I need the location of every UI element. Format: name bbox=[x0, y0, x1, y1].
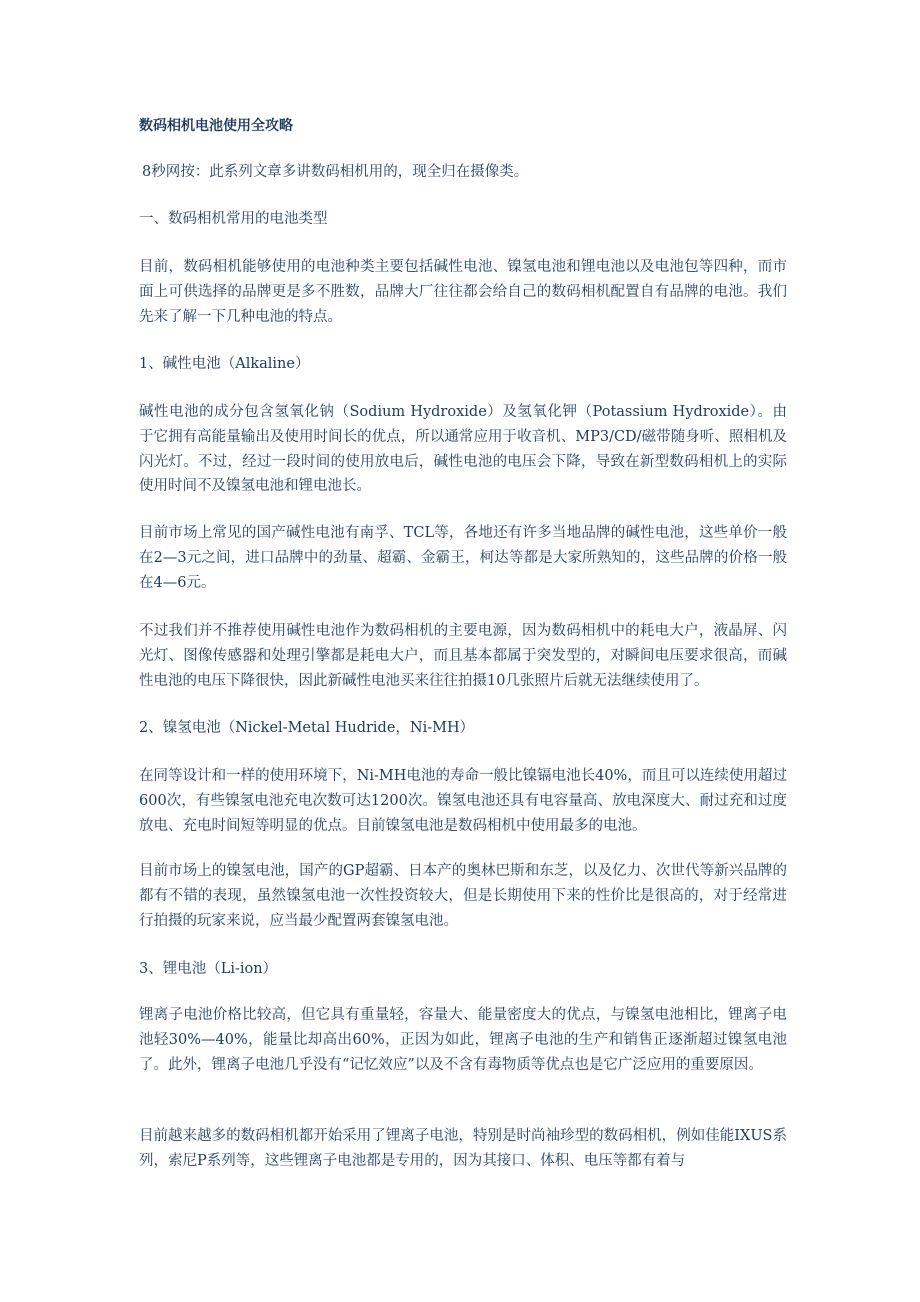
subheading-nimh: 2、镍氢电池（Nickel-Metal Hudride，Ni-MH） bbox=[139, 720, 475, 736]
paragraph: 目前市场上常见的国产碱性电池有南孚、TCL等，各地还有许多当地品牌的碱性电池，这些单价一般在2—3元之间，进口品牌中的劲量、超霸、金霸王，柯达等都是大家所熟知的，这些品牌的价格一般在4—6元。 bbox=[139, 525, 787, 591]
subheading-li-ion: 3、锂电池（Li-ion） bbox=[139, 961, 278, 977]
paragraph: 不过我们并不推荐使用碱性电池作为数码相机的主要电源，因为数码相机中的耗电大户，液晶屏、闪光灯、图像传感器和处理引擎都是耗电大户，而且基本都属于突发型的，对瞬间电压要求很高，而碱性电池的电压下降很快，因此新碱性电池买来往往拍摄10几张照片后就无法继续使用了。 bbox=[139, 623, 787, 689]
subheading-alkaline: 1、碱性电池（Alkaline） bbox=[139, 356, 310, 372]
document-title: 数码相机电池使用全攻略 bbox=[139, 118, 293, 134]
paragraph: 目前越来越多的数码相机都开始采用了锂离子电池，特别是时尚袖珍型的数码相机，例如佳能IXUS系列，索尼P系列等，这些锂离子电池都是专用的，因为其接口、体积、电压等都有着与 bbox=[139, 1128, 787, 1169]
paragraph: 目前市场上的镍氢电池，国产的GP超霸、日本产的奥林巴斯和东芝，以及亿力、次世代等新兴品牌的都有不错的表现，虽然镍氢电池一次性投资较大，但是长期使用下来的性价比是很高的，对于经常进行拍摄的玩家来说，应当最少配置两套镍氢电池。 bbox=[139, 863, 787, 929]
paragraph: 锂离子电池价格比较高，但它具有重量轻，容量大、能量密度大的优点，与镍氢电池相比，锂离子电池轻30%—40%，能量比却高出60%，正因为如此，锂离子电池的生产和销售正逐渐超过镍氢电池了。此外，锂离子电池几乎没有“记忆效应”以及不含有毒物质等优点也是它广泛应用的重要原因。 bbox=[139, 1007, 787, 1073]
paragraph: 碱性电池的成分包含氢氧化钠（Sodium Hydroxide）及氢氧化钾（Potassium Hydroxide）。由于它拥有高能量输出及使用时间长的优点，所以通常应用于收音机、MP3/CD/磁带随身听、照相机及闪光灯。不过，经过一段时间的使用放电后，碱性电池的电压会下降，导致在新型数码相机上的实际使用时间不及镍氢电池和锂电池长。 bbox=[139, 404, 787, 495]
editor-note: 8秒网按：此系列文章多讲数码相机用的，现全归在摄像类。 bbox=[142, 164, 529, 180]
paragraph: 在同等设计和一样的使用环境下，Ni-MH电池的寿命一般比镍镉电池长40%，而且可以连续使用超过600次，有些镍氢电池充电次数可达1200次。镍氢电池还具有电容量高、放电深度大、耐过充和过度放电、充电时间短等明显的优点。目前镍氢电池是数码相机中使用最多的电池。 bbox=[139, 768, 787, 834]
paragraph: 目前，数码相机能够使用的电池种类主要包括碱性电池、镍氢电池和锂电池以及电池包等四种，而市面上可供选择的品牌更是多不胜数，品牌大厂往往都会给自己的数码相机配置自有品牌的电池。我们先来了解一下几种电池的特点。 bbox=[139, 259, 787, 325]
section-heading: 一、数码相机常用的电池类型 bbox=[139, 211, 328, 227]
